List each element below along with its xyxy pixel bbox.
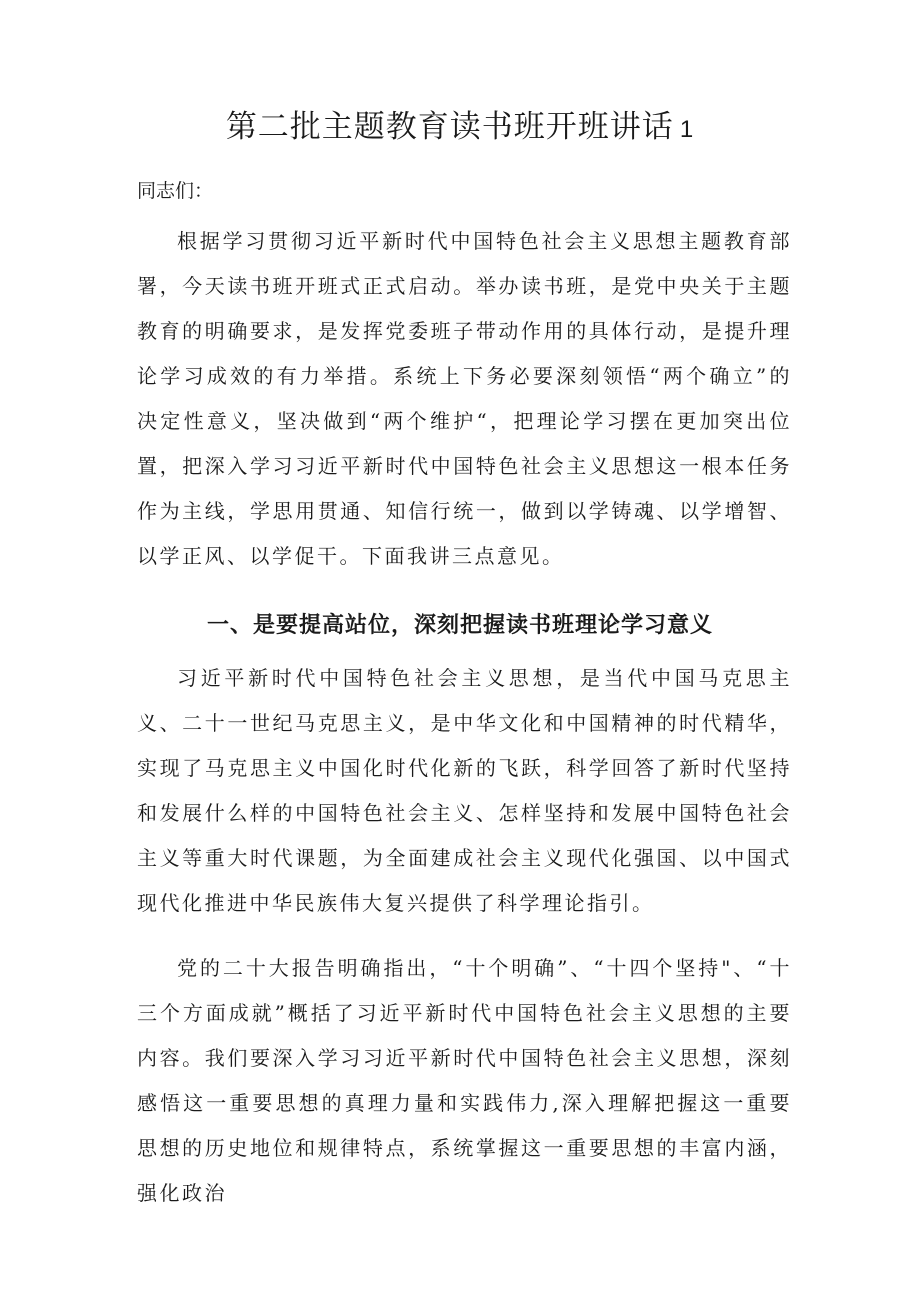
paragraph-intro: 根据学习贯彻习近平新时代中国特色社会主义思想主题教育部署，今天读书班开班式正式启动。举办读书班，是党中央关于主题教育的明确要求，是发挥党委班子带动作用的具体行动，是提升理论学习成效的有力举措。系统上下务必要深刻领悟“两个确立”的决定性意义，坚决做到“两个维护“，把理论学习摆在更加突出位置，把深入学习习近平新时代中国特色社会主义思想这一根本任务作为主线，学思用贯通、知信行统一，做到以学铸魂、以学增智、以学正风、以学促干。下面我讲三点意见。 [137,229,792,568]
document-title-text: 第二批主题教育读书班开班讲话 [225,109,674,145]
paragraph-section-1-a: 习近平新时代中国特色社会主义思想，是当代中国马克思主义、二十一世纪马克思主义，是中华文化和中国精神的时代精华，实现了马克思主义中国化时代化新的飞跃，科学回答了新时代坚持和发展什么样的中国特色社会主义、怎样坚持和发展中国特色社会主义等重大时代课题，为全面建成社会主义现代化强国、以中国式现代化推进中华民族伟大复兴提供了科学理论指引。 [137,666,792,915]
document-title [0,101,920,146]
section-heading-1: 一、是要提高站位，深刻把握读书班理论学习意义 [206,613,713,638]
salutation: 同志们： [137,180,214,202]
document-title-number: 1 [679,116,695,143]
paragraph-section-1-b: 党的二十大报告明确指出，“十个明确”、“十四个坚持"、“十三个方面成就”概括了习近平新时代中国特色社会主义思想的主要内容。我们要深入学习习近平新时代中国特色社会主义思想，深刻感悟这一重要思想的真理力量和实践伟力,深入理解把握这一重要思想的历史地位和规律特点，系统掌握这一重要思想的丰富内涵，强化政治 [137,956,792,1205]
